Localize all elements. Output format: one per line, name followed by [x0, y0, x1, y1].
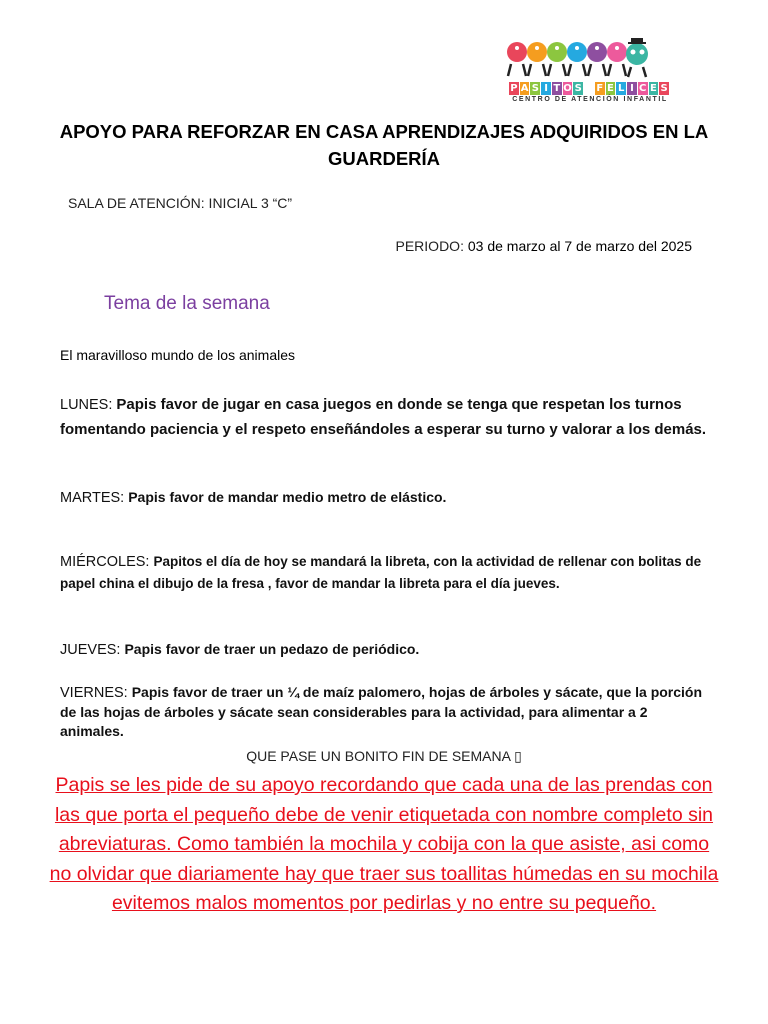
logo-letter: L: [618, 83, 625, 94]
logo-letter: P: [510, 83, 518, 94]
day-label-jueves: JUEVES:: [60, 642, 125, 658]
day-jueves: [60, 639, 710, 661]
day-miercoles: [60, 551, 710, 595]
logo-letter: S: [574, 83, 582, 94]
day-text-martes: Papis favor de mandar medio metro de elástico.: [128, 489, 447, 505]
day-martes: [60, 487, 710, 509]
day-label-martes: MARTES:: [60, 490, 129, 506]
day-text-viernes: Papis favor de traer un ¼ de maíz palomero, hojas de árboles y sácate, que la porción de las hojas de árboles y sácate sean considerables para la actividad, para alimentar a 2 animales.: [60, 684, 703, 739]
sala-line: SALA DE ATENCIÓN: INICIAL 3 “C”: [68, 195, 293, 211]
logo-letter: E: [649, 83, 657, 94]
logo-letter: C: [639, 83, 647, 94]
tema-text: El maravilloso mundo de los animales: [60, 347, 295, 363]
tema-heading: Tema de la semana: [104, 293, 270, 314]
closing-text: QUE PASE UN BONITO FIN DE SEMANA: [246, 748, 515, 764]
reminder-note: Papis se les pide de su apoyo recordando que cada una de las prendas con las que porta el pequeño debe de venir etiquetada con nombre completo sin abreviaturas. Como también la mochila y cobija con la que asiste, asi como no olvidar que diariamente hay que traer sus toallitas húmedas en su mochila evitemos malos momentos por pedirlas y no entre su pequeño.: [49, 774, 719, 914]
periodo-label: PERIODO:: [395, 238, 468, 254]
day-viernes: [60, 683, 710, 741]
day-label-lunes: LUNES:: [60, 397, 117, 413]
logo-letter: S: [660, 83, 668, 94]
document-title: APOYO PARA REFORZAR EN CASA APRENDIZAJES ADQUIRIDOS EN LA GUARDERÍA: [59, 121, 709, 169]
logo-letter: I: [541, 82, 551, 95]
logo: [505, 36, 673, 108]
logo-brand: [509, 82, 669, 95]
periodo-value: 03 de marzo al 7 de marzo del 2025: [467, 238, 692, 254]
day-text-jueves: Papis favor de traer un pedazo de periódico.: [124, 641, 420, 657]
logo-letter: [584, 82, 594, 95]
logo-letter: F: [596, 83, 604, 94]
day-label-viernes: VIERNES:: [60, 685, 132, 701]
logo-letter: T: [553, 83, 561, 94]
logo-letter: E: [607, 83, 614, 94]
logo-subtitle: CENTRO DE ATENCIÓN INFANTIL: [512, 96, 668, 103]
missing-glyph-icon: ▯: [514, 748, 522, 764]
day-text-miercoles: Papitos el día de hoy se mandará la libreta, con la actividad de rellenar con bolitas de papel china el dibujo de la fresa , favor de mandar la libreta para el día jueves.: [60, 554, 702, 591]
logo-letter: S: [531, 83, 539, 94]
day-lunes: [60, 393, 710, 442]
logo-children-icon: [505, 36, 673, 82]
periodo-line: [396, 238, 693, 254]
logo-letter: I: [627, 82, 637, 95]
closing-line: [40, 748, 728, 765]
day-text-lunes: Papis favor de jugar en casa juegos en donde se tenga que respetan los turnos fomentando paciencia y el respeto enseñándoles a esperar su turno y valorar a los demás.: [60, 396, 707, 438]
logo-letter: O: [563, 83, 572, 94]
day-label-miercoles: MIÉRCOLES:: [60, 554, 154, 570]
logo-letter: A: [520, 83, 529, 94]
